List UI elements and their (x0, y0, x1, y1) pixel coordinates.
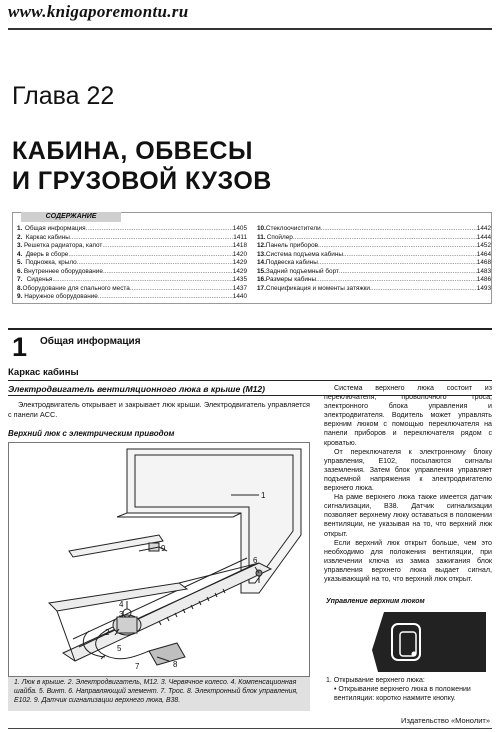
toc-entry-page: 1486 (476, 276, 491, 283)
toc-entry-page: 1440 (232, 293, 247, 300)
toc-entry (17, 225, 247, 234)
toc-entry-page: 1418 (232, 242, 247, 249)
subsection-rule (8, 380, 492, 381)
toc-entry (17, 259, 247, 268)
figure-title: Верхний люк с электрическим приводом (8, 429, 175, 438)
header-rule (8, 28, 492, 30)
toc-entry-page: 1468 (476, 259, 491, 266)
toc-leader-dots (68, 251, 232, 260)
chapter-title (12, 136, 272, 196)
toc-entry-number: 4. (17, 250, 23, 258)
toc-entry (17, 242, 247, 251)
toc-entry-label: Дверь в сборе (25, 250, 69, 258)
toc-entry (17, 293, 247, 302)
callout-9: 9 (161, 544, 166, 553)
toc-heading: СОДЕРЖАНИЕ (21, 212, 121, 222)
control-heading: Управление верхним люком (326, 598, 425, 605)
toc-entry-page: 1420 (232, 250, 247, 258)
toc-entry-number: 11. (257, 233, 266, 241)
toc-entry-page: 1437 (232, 284, 247, 292)
toc-leader-dots (103, 268, 233, 277)
toc-entry (257, 268, 491, 277)
section-title: Общая информация (40, 336, 141, 347)
control-caption (326, 677, 492, 703)
toc-leader-dots (70, 234, 233, 243)
right-paragraph: Система верхнего люка состоит из переключателя, проволочного троса, электронного блока управления и электродвигателя. Водитель может управлять верхним люком с помощью переключателя на панели приборов и переключателя рядом с кроватью. (324, 384, 492, 447)
toc-entry-number: 17. (257, 284, 266, 292)
table-of-contents (12, 212, 492, 304)
toc-entry-label: Система подъема кабины (265, 250, 343, 258)
right-paragraph: На раме верхнего люка также имеется датчик сигнализации, B38. Датчик сигнализации позволяет верхнему люку оставаться в положении вентиляции, не указывая на то, что верхний люк открыт. (324, 493, 492, 538)
toc-entry-label: Стеклоочистители (265, 225, 321, 232)
toc-leader-dots (370, 285, 477, 294)
toc-entry-label: Оборудование для спального места (22, 284, 130, 292)
toc-leader-dots (98, 293, 233, 302)
toc-leader-dots (318, 242, 477, 251)
toc-entry-label: Наружное оборудование (24, 293, 98, 300)
toc-entry-page: 1464 (476, 250, 491, 258)
toc-entry-number: 16. (257, 276, 266, 283)
toc-entry-page: 1405 (232, 225, 247, 232)
callout-1: 1 (261, 491, 266, 500)
sunroof-drawing (9, 443, 310, 677)
callout-8: 8 (173, 660, 178, 669)
toc-entry-label: Общая информация (24, 225, 86, 232)
toc-column-right (257, 225, 491, 293)
toc-leader-dots (339, 268, 477, 277)
motor-heading: Электродвигатель вентиляционного люка в крыше (M12) (8, 384, 266, 394)
toc-entry-number: 2. (17, 233, 23, 241)
toc-entry-label: Панель приборов (265, 242, 319, 249)
toc-entry-page: 1411 (233, 233, 247, 241)
toc-entry-label: Спецификация и моменты затяжки (265, 284, 370, 292)
toc-entry-label: Подножка, крыло (25, 259, 77, 266)
toc-entry-label: Подвеска кабины (265, 259, 318, 266)
toc-entry-label: Спойлер (266, 233, 293, 241)
title-line-1: КАБИНА, ОБВЕСЫ (12, 137, 253, 165)
right-column-text (324, 384, 492, 584)
section-header (8, 328, 492, 362)
toc-entry (257, 276, 491, 285)
callout-6: 6 (253, 556, 258, 565)
toc-entry (257, 234, 491, 243)
toc-leader-dots (77, 259, 233, 268)
toc-entry-page: 1493 (476, 284, 491, 292)
toc-entry-page: 1429 (232, 259, 247, 266)
callout-4: 4 (119, 600, 124, 609)
callout-3: 3 (119, 610, 124, 619)
sunroof-figure (8, 442, 310, 677)
toc-entry-number: 7. (17, 276, 23, 283)
toc-leader-dots (321, 225, 477, 234)
toc-entry (17, 285, 247, 294)
control-caption-line-2: • Открывание верхнего люка в положении вентиляции: коротко нажмите кнопку. (334, 685, 471, 702)
toc-entry-number: 15. (257, 267, 266, 275)
toc-entry-number: 6. (17, 267, 23, 275)
toc-entry (257, 285, 491, 294)
toc-entry-number: 1. (17, 225, 23, 232)
toc-leader-dots (343, 251, 477, 260)
toc-entry (257, 251, 491, 260)
toc-leader-dots (102, 242, 232, 251)
toc-entry (17, 251, 247, 260)
section-number: 1 (12, 332, 28, 362)
toc-entry-page: 1483 (476, 267, 491, 275)
toc-entry-number: 13. (257, 250, 266, 258)
callout-2: 2 (105, 628, 110, 637)
control-caption-line-1: 1. Открывание верхнего люка: (326, 677, 425, 684)
footer-rule (8, 728, 492, 729)
toc-entry-label: Размеры кабины (265, 276, 317, 283)
toc-leader-dots (86, 225, 233, 234)
toc-entry-number: 12. (257, 242, 266, 249)
toc-entry-number: 8. (17, 284, 23, 292)
toc-entry-label: Внутреннее оборудование (23, 267, 103, 275)
toc-entry-page: 1429 (232, 267, 247, 275)
toc-entry-label: Задний подъемный борт (265, 267, 339, 275)
chapter-heading: Глава 22 (12, 82, 115, 110)
toc-entry-page: 1452 (476, 242, 491, 249)
toc-entry-number: 10. (257, 225, 266, 232)
toc-entry (17, 234, 247, 243)
toc-entry-page: 1435 (232, 276, 247, 283)
toc-leader-dots (316, 276, 477, 285)
figure-caption: 1. Люк в крыше. 2. Электродвигатель, M12. 3. Червячное колесо. 4. Компенсационная шайба. 5. Винт. 6. Направляющий элемент. 7. Трос. 8. Электронный блок управления, E102. 9. Датчик сигнализации верхнего люка, B38. (8, 677, 310, 711)
toc-entry-label: Решетка радиатора, капот (23, 242, 103, 249)
site-watermark: www.knigaporemontu.ru (8, 2, 189, 21)
right-paragraph: От переключателя к электронному блоку управления, E102, посылаются сигналы заземления. Затем блок управления управляет подъемной напряжения к электродвигателю верхнего люка. (324, 447, 492, 493)
title-line-2: И ГРУЗОВОЙ КУЗОВ (12, 167, 272, 195)
sunroof-button-drawing (326, 610, 490, 674)
toc-entry-number: 14. (257, 259, 266, 266)
toc-entry (257, 259, 491, 268)
toc-entry-number: 3. (17, 242, 23, 249)
toc-entry-number: 9. (17, 293, 23, 300)
toc-entry-label: Сиденья (26, 276, 53, 283)
control-panel-figure (326, 610, 490, 674)
toc-entry-number: 5. (17, 259, 23, 266)
toc-leader-dots (293, 234, 477, 243)
subsection-heading: Каркас кабины (8, 367, 79, 378)
toc-entry (257, 242, 491, 251)
toc-entry-page: 1444 (476, 233, 491, 241)
publisher-footer: Издательство «Монолит» (401, 716, 490, 725)
toc-entry-page: 1442 (476, 225, 491, 232)
toc-entry (257, 225, 491, 234)
callout-5: 5 (117, 644, 122, 653)
toc-entry (17, 268, 247, 277)
right-paragraph: Если верхний люк открыт больше, чем это необходимо для положения вентиляции, при извлечении ключа из замка зажигания блок управления верхнего люка выдает сигнал, указывающий на то, что верхний люк открыт. (324, 538, 492, 583)
toc-leader-dots (318, 259, 477, 268)
toc-column-left (17, 225, 247, 302)
toc-entry (17, 276, 247, 285)
motor-paragraph: Электродвигатель открывает и закрывает люк крыши. Электродвигатель управляется с панели ACC. (8, 400, 310, 419)
toc-leader-dots (130, 285, 233, 294)
toc-leader-dots (52, 276, 232, 285)
toc-entry-label: Каркас кабины (25, 233, 70, 241)
callout-7: 7 (135, 662, 140, 671)
